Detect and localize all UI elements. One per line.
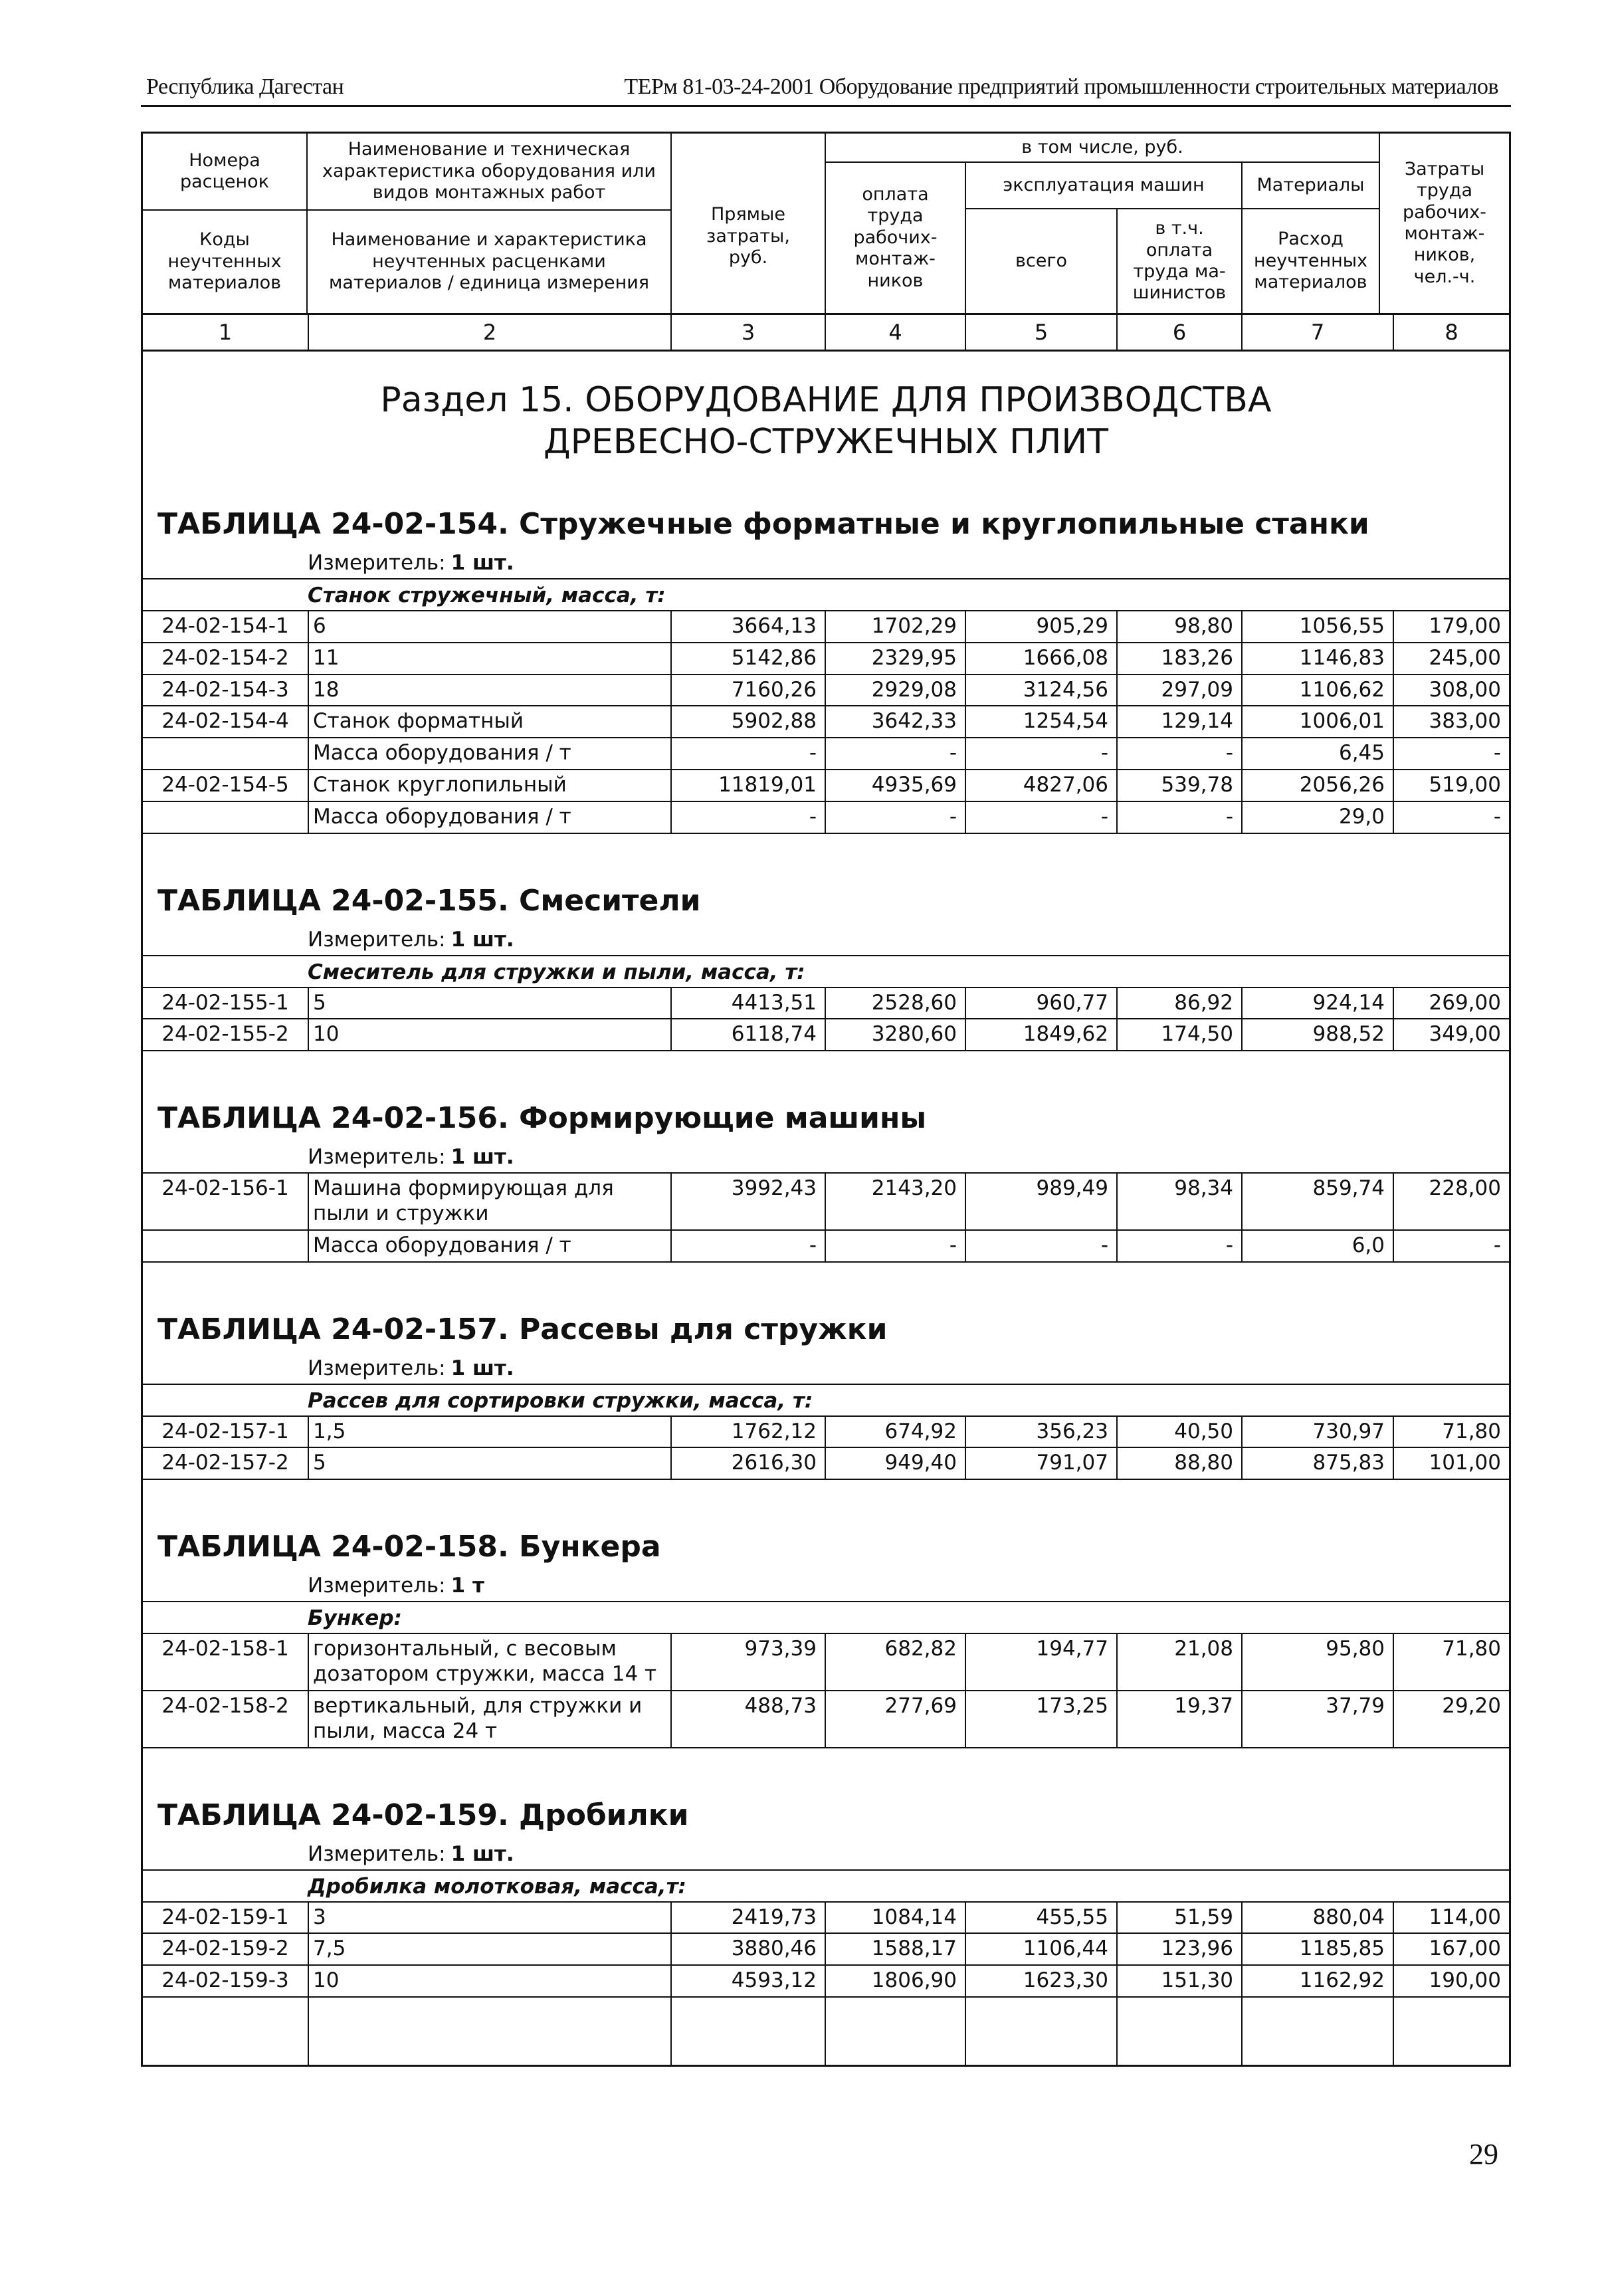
table-row xyxy=(143,1901,1509,1933)
cell-materials: 988,52 xyxy=(1241,1019,1393,1050)
cell-labor-hours: - xyxy=(1393,802,1509,833)
page-number: 29 xyxy=(1469,2138,1498,2170)
cell-description: Масса оборудования / т xyxy=(308,738,670,769)
cell-rate-code: 24-02-154-3 xyxy=(161,677,289,702)
cell-direct-costs: 488,73 xyxy=(670,1691,825,1747)
cell-machine-total: 1849,62 xyxy=(965,1019,1116,1050)
cell-labor-pay: 277,69 xyxy=(825,1691,965,1747)
cell-labor-pay: 674,92 xyxy=(825,1417,965,1447)
cell-rate-code: 24-02-156-1 xyxy=(161,1176,289,1201)
cell-operator-pay: 539,78 xyxy=(1116,770,1241,801)
cell-materials: 1106,62 xyxy=(1241,675,1393,706)
table-row xyxy=(143,705,1509,737)
cell-direct-costs: - xyxy=(670,802,825,833)
table-gap xyxy=(143,1480,1509,1507)
empty-cell xyxy=(1241,1998,1393,2067)
meter-label: Измеритель: xyxy=(308,1574,446,1598)
cell-rate-code: 24-02-158-1 xyxy=(161,1637,289,1661)
column-numbers-row xyxy=(143,313,1509,352)
cell-direct-costs: 5142,86 xyxy=(670,643,825,674)
col6-header: в т.ч. оплата труда ма-шинистов xyxy=(1132,218,1227,304)
cell-materials: 95,80 xyxy=(1241,1634,1393,1690)
cell-rate-code xyxy=(143,802,308,833)
meter-label: Измеритель: xyxy=(308,1145,446,1170)
cell-description: Станок форматный xyxy=(308,706,670,737)
table-row xyxy=(143,1932,1509,1964)
table-title: ТАБЛИЦА 24-02-159. Дробилки xyxy=(157,1798,689,1832)
col1-header-top: Номера расценок xyxy=(180,150,269,192)
cell-rate-code: 24-02-158-2 xyxy=(161,1693,289,1718)
cell-direct-costs: 6118,74 xyxy=(670,1019,825,1050)
cell-materials: 1146,83 xyxy=(1241,643,1393,674)
cell-machine-total: 3124,56 xyxy=(965,675,1116,706)
section-title xyxy=(143,352,1509,484)
table-row xyxy=(143,1018,1509,1051)
column-number: 3 xyxy=(670,315,825,350)
cell-rate-code: 24-02-154-1 xyxy=(161,613,289,638)
column-number: 8 xyxy=(1393,315,1509,350)
meter-label: Измеритель: xyxy=(308,927,446,952)
cell-operator-pay: 88,80 xyxy=(1116,1448,1241,1479)
cell-operator-pay: 129,14 xyxy=(1116,706,1241,737)
cell-direct-costs: - xyxy=(670,1231,825,1261)
cell-rate-code: 24-02-154-2 xyxy=(161,645,289,670)
col7-header-top: Материалы xyxy=(1256,174,1365,195)
cell-labor-hours: 71,80 xyxy=(1393,1634,1509,1690)
group-heading: Рассев для сортировки стружки, масса, т: xyxy=(143,1384,1509,1415)
cell-direct-costs: 3880,46 xyxy=(670,1934,825,1964)
cell-materials: 29,0 xyxy=(1241,802,1393,833)
empty-cell xyxy=(308,1998,670,2067)
col3-header: Прямые затраты, руб. xyxy=(706,204,790,268)
cell-labor-hours: 179,00 xyxy=(1393,611,1509,642)
empty-cell xyxy=(1116,1998,1241,2067)
cell-description: 6 xyxy=(308,611,670,642)
cell-labor-pay: 2329,95 xyxy=(825,643,965,674)
column-number: 5 xyxy=(965,315,1116,350)
cell-description: 1,5 xyxy=(308,1417,670,1447)
cell-description: 10 xyxy=(308,1966,670,1996)
machine-operation-header: эксплуатация машин xyxy=(1003,174,1205,195)
meter-label: Измеритель: xyxy=(308,1356,446,1380)
cell-materials: 880,04 xyxy=(1241,1903,1393,1933)
col2-header-top: Наименование и техническая характеристика оборудования или видов монтажных работ xyxy=(322,139,656,203)
cell-labor-pay: 2528,60 xyxy=(825,988,965,1019)
cell-labor-hours: - xyxy=(1393,1231,1509,1261)
cell-labor-hours: 269,00 xyxy=(1393,988,1509,1019)
meter-value: 1 шт. xyxy=(450,1356,514,1380)
group-heading: Станок стружечный, масса, т: xyxy=(143,578,1509,610)
cell-direct-costs: 4413,51 xyxy=(670,988,825,1019)
cell-materials: 6,0 xyxy=(1241,1231,1393,1261)
cell-materials: 1056,55 xyxy=(1241,611,1393,642)
meter-line xyxy=(143,1142,1509,1172)
cell-operator-pay: 151,30 xyxy=(1116,1966,1241,1996)
cell-machine-total: 1106,44 xyxy=(965,1934,1116,1964)
cell-materials: 6,45 xyxy=(1241,738,1393,769)
cell-description: Масса оборудования / т xyxy=(308,1231,670,1261)
cell-materials: 875,83 xyxy=(1241,1448,1393,1479)
running-header-region: Республика Дагестан xyxy=(146,74,344,99)
cell-labor-hours: - xyxy=(1393,738,1509,769)
cell-rate-code xyxy=(143,1231,308,1261)
cell-description: 10 xyxy=(308,1019,670,1050)
cell-labor-pay: 949,40 xyxy=(825,1448,965,1479)
cell-rate-code: 24-02-155-2 xyxy=(161,1022,289,1047)
meter-value: 1 шт. xyxy=(450,1145,514,1170)
cell-description: Станок круглопильный xyxy=(308,770,670,801)
cell-direct-costs: 2616,30 xyxy=(670,1448,825,1479)
cell-rate-code xyxy=(143,738,308,769)
column-number: 1 xyxy=(218,320,233,345)
cell-labor-pay: 3280,60 xyxy=(825,1019,965,1050)
cell-rate-code: 24-02-159-1 xyxy=(161,1905,289,1929)
cell-rate-code: 24-02-154-4 xyxy=(161,709,289,734)
cell-direct-costs: 973,39 xyxy=(670,1634,825,1690)
cell-materials: 37,79 xyxy=(1241,1691,1393,1747)
meter-value: 1 т xyxy=(450,1574,484,1598)
meter-line xyxy=(143,1839,1509,1869)
cell-labor-hours: 383,00 xyxy=(1393,706,1509,737)
cell-description: Машина формирующая для пыли и стружки xyxy=(308,1174,670,1229)
cell-materials: 1185,85 xyxy=(1241,1934,1393,1964)
cell-machine-total: 791,07 xyxy=(965,1448,1116,1479)
table-header xyxy=(143,134,1509,313)
cell-operator-pay: - xyxy=(1116,802,1241,833)
table-row xyxy=(143,1447,1509,1480)
cell-rate-code: 24-02-159-2 xyxy=(161,1936,289,1961)
section-title-line1: Раздел 15. ОБОРУДОВАНИЕ ДЛЯ ПРОИЗВОДСТВА xyxy=(380,380,1272,420)
table-row xyxy=(143,674,1509,706)
cell-labor-pay: - xyxy=(825,738,965,769)
meter-value: 1 шт. xyxy=(450,1841,514,1866)
cell-labor-pay: 2143,20 xyxy=(825,1174,965,1229)
table-row xyxy=(143,737,1509,769)
cell-direct-costs: 4593,12 xyxy=(670,1966,825,1996)
cell-labor-pay: 1702,29 xyxy=(825,611,965,642)
table-row xyxy=(143,987,1509,1019)
cell-description: 7,5 xyxy=(308,1934,670,1964)
meter-value: 1 шт. xyxy=(450,927,514,952)
col7-header-bottom: Расход неучтенных материалов xyxy=(1253,229,1368,293)
included-group-header: в том числе, руб. xyxy=(1021,136,1183,157)
table-row xyxy=(143,769,1509,801)
cell-labor-pay: 682,82 xyxy=(825,1634,965,1690)
cell-direct-costs: 3992,43 xyxy=(670,1174,825,1229)
empty-cell xyxy=(825,1998,965,2067)
cell-machine-total: 989,49 xyxy=(965,1174,1116,1229)
cell-machine-total: 960,77 xyxy=(965,988,1116,1019)
cell-description: Масса оборудования / т xyxy=(308,802,670,833)
cell-machine-total: - xyxy=(965,738,1116,769)
tables-body xyxy=(143,484,1509,2067)
table-gap xyxy=(143,1748,1509,1775)
empty-cell xyxy=(143,1998,308,2067)
cell-operator-pay: 123,96 xyxy=(1116,1934,1241,1964)
meter-label: Измеритель: xyxy=(308,550,446,575)
cell-labor-hours: 349,00 xyxy=(1393,1019,1509,1050)
cell-labor-hours: 71,80 xyxy=(1393,1417,1509,1447)
col4-header: оплата труда рабочих-монтаж-ников xyxy=(853,184,938,291)
cell-labor-hours: 29,20 xyxy=(1393,1691,1509,1747)
table-row xyxy=(143,642,1509,674)
column-number: 6 xyxy=(1116,315,1241,350)
col1-header-bottom: Коды неучтенных материалов xyxy=(167,229,282,294)
cell-labor-hours: 228,00 xyxy=(1393,1174,1509,1229)
cell-materials: 730,97 xyxy=(1241,1417,1393,1447)
meter-line xyxy=(143,548,1509,578)
table-row xyxy=(143,610,1509,642)
group-heading: Смеситель для стружки и пыли, масса, т: xyxy=(143,955,1509,987)
column-number: 2 xyxy=(308,315,670,350)
cell-direct-costs: 5902,88 xyxy=(670,706,825,737)
running-header-title: ТЕРм 81-03-24-2001 Оборудование предприятий промышленности строительных материалов xyxy=(624,74,1498,99)
table-row xyxy=(143,1172,1509,1229)
cell-machine-total: 455,55 xyxy=(965,1903,1116,1933)
cell-description: 3 xyxy=(308,1903,670,1933)
table-title: ТАБЛИЦА 24-02-156. Формирующие машины xyxy=(157,1101,927,1136)
cell-description: горизонтальный, с весовым дозатором стружки, масса 14 т xyxy=(308,1634,670,1690)
cell-labor-hours: 114,00 xyxy=(1393,1903,1509,1933)
cell-description: 5 xyxy=(308,1448,670,1479)
cell-materials: 924,14 xyxy=(1241,988,1393,1019)
cell-direct-costs: 1762,12 xyxy=(670,1417,825,1447)
cell-rate-code: 24-02-154-5 xyxy=(161,772,289,797)
cell-labor-pay: 1588,17 xyxy=(825,1934,965,1964)
table-title: ТАБЛИЦА 24-02-158. Бункера xyxy=(157,1530,661,1564)
meter-line xyxy=(143,1570,1509,1601)
table-gap xyxy=(143,1263,1509,1289)
cell-rate-code: 24-02-155-1 xyxy=(161,990,289,1015)
cell-materials: 1162,92 xyxy=(1241,1966,1393,1996)
cell-labor-hours: 519,00 xyxy=(1393,770,1509,801)
cell-labor-pay: 4935,69 xyxy=(825,770,965,801)
table-gap xyxy=(143,1051,1509,1078)
cell-description: 18 xyxy=(308,675,670,706)
cell-rate-code: 24-02-157-2 xyxy=(161,1451,289,1475)
cell-operator-pay: 297,09 xyxy=(1116,675,1241,706)
cell-operator-pay: - xyxy=(1116,738,1241,769)
col2-header-bottom: Наименование и характеристика неучтенных расценками материалов / единица измерения xyxy=(328,229,650,294)
section-title-line2: ДРЕВЕСНО-СТРУЖЕЧНЫХ ПЛИТ xyxy=(543,422,1109,463)
cell-direct-costs: 11819,01 xyxy=(670,770,825,801)
cell-operator-pay: 86,92 xyxy=(1116,988,1241,1019)
cell-operator-pay: 98,34 xyxy=(1116,1174,1241,1229)
cell-machine-total: 1666,08 xyxy=(965,643,1116,674)
cell-labor-hours: 167,00 xyxy=(1393,1934,1509,1964)
cell-labor-pay: - xyxy=(825,1231,965,1261)
group-heading: Бункер: xyxy=(143,1601,1509,1633)
cell-labor-pay: 3642,33 xyxy=(825,706,965,737)
cell-direct-costs: 2419,73 xyxy=(670,1903,825,1933)
cell-machine-total: 4827,06 xyxy=(965,770,1116,801)
col5-header: всего xyxy=(1015,250,1068,271)
col8-header: Затраты труда рабочих-монтаж-ников, чел.-ч. xyxy=(1402,158,1487,287)
cell-machine-total: 356,23 xyxy=(965,1417,1116,1447)
cell-machine-total: 173,25 xyxy=(965,1691,1116,1747)
cell-description: 11 xyxy=(308,643,670,674)
table-row xyxy=(143,1415,1509,1447)
rates-table xyxy=(141,132,1511,2067)
cell-labor-hours: 190,00 xyxy=(1393,1966,1509,1996)
table-title: ТАБЛИЦА 24-02-157. Рассевы для стружки xyxy=(157,1312,888,1346)
group-heading: Дробилка молотковая, масса,т: xyxy=(143,1869,1509,1901)
table-row xyxy=(143,1229,1509,1263)
cell-machine-total: - xyxy=(965,1231,1116,1261)
cell-machine-total: 1254,54 xyxy=(965,706,1116,737)
cell-description: 5 xyxy=(308,988,670,1019)
cell-rate-code: 24-02-159-3 xyxy=(161,1968,289,1993)
cell-operator-pay: 174,50 xyxy=(1116,1019,1241,1050)
cell-rate-code: 24-02-157-1 xyxy=(161,1419,289,1443)
cell-direct-costs: 7160,26 xyxy=(670,675,825,706)
cell-description: вертикальный, для стружки и пыли, масса 24 т xyxy=(308,1691,670,1747)
cell-direct-costs: 3664,13 xyxy=(670,611,825,642)
header-rule xyxy=(141,105,1511,107)
cell-machine-total: 1623,30 xyxy=(965,1966,1116,1996)
cell-materials: 1006,01 xyxy=(1241,706,1393,737)
meter-label: Измеритель: xyxy=(308,1841,446,1866)
cell-labor-hours: 101,00 xyxy=(1393,1448,1509,1479)
empty-cell xyxy=(965,1998,1116,2067)
cell-operator-pay: - xyxy=(1116,1231,1241,1261)
table-gap xyxy=(143,834,1509,861)
cell-operator-pay: 40,50 xyxy=(1116,1417,1241,1447)
empty-cell xyxy=(1393,1998,1509,2067)
cell-labor-pay: - xyxy=(825,802,965,833)
meter-value: 1 шт. xyxy=(450,550,514,575)
cell-labor-hours: 245,00 xyxy=(1393,643,1509,674)
cell-labor-hours: 308,00 xyxy=(1393,675,1509,706)
table-title: ТАБЛИЦА 24-02-155. Смесители xyxy=(157,883,701,918)
table-title: ТАБЛИЦА 24-02-154. Стружечные форматные и круглопильные станки xyxy=(157,506,1369,541)
cell-labor-pay: 2929,08 xyxy=(825,675,965,706)
cell-operator-pay: 21,08 xyxy=(1116,1634,1241,1690)
cell-operator-pay: 51,59 xyxy=(1116,1903,1241,1933)
cell-operator-pay: 183,26 xyxy=(1116,643,1241,674)
cell-machine-total: 194,77 xyxy=(965,1634,1116,1690)
column-number: 4 xyxy=(825,315,965,350)
cell-machine-total: - xyxy=(965,802,1116,833)
empty-rows-area xyxy=(143,1998,1509,2067)
cell-operator-pay: 19,37 xyxy=(1116,1691,1241,1747)
table-row xyxy=(143,1964,1509,1998)
cell-direct-costs: - xyxy=(670,738,825,769)
meter-line xyxy=(143,1353,1509,1384)
cell-materials: 859,74 xyxy=(1241,1174,1393,1229)
column-number: 7 xyxy=(1241,315,1393,350)
table-row xyxy=(143,801,1509,834)
meter-line xyxy=(143,924,1509,955)
cell-materials: 2056,26 xyxy=(1241,770,1393,801)
cell-labor-pay: 1084,14 xyxy=(825,1903,965,1933)
table-row xyxy=(143,1690,1509,1748)
cell-labor-pay: 1806,90 xyxy=(825,1966,965,1996)
cell-machine-total: 905,29 xyxy=(965,611,1116,642)
cell-operator-pay: 98,80 xyxy=(1116,611,1241,642)
table-row xyxy=(143,1633,1509,1690)
empty-cell xyxy=(670,1998,825,2067)
